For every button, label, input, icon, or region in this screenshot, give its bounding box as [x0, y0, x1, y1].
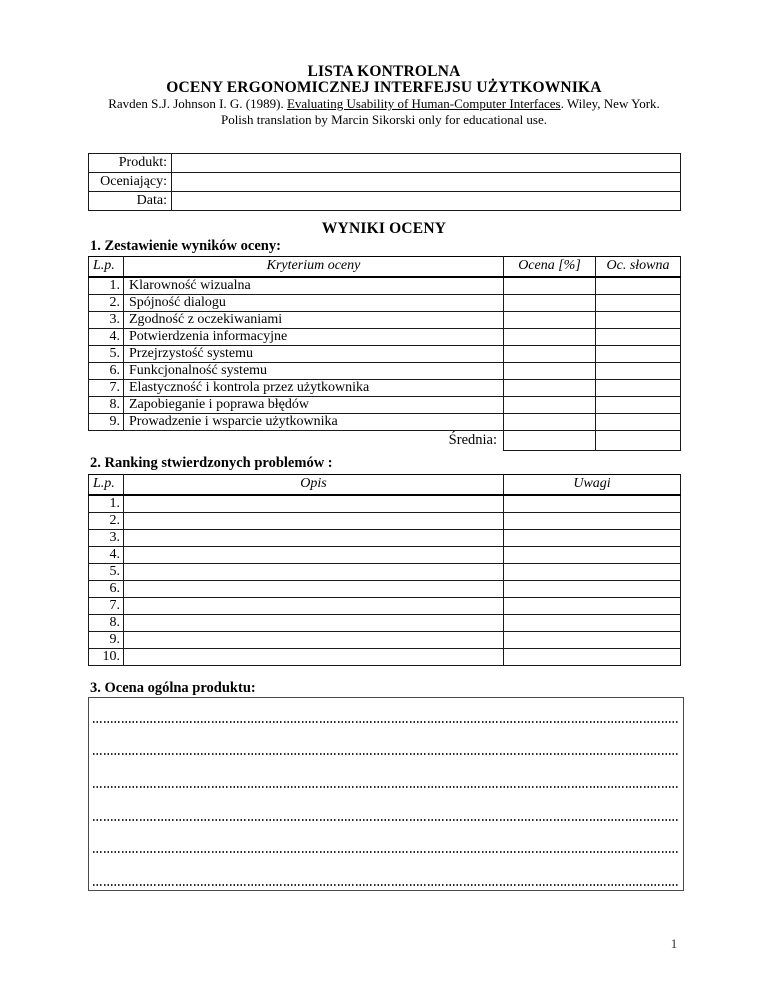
table-header-row — [89, 475, 681, 495]
verbal-field[interactable] — [596, 277, 681, 295]
notes-field[interactable] — [504, 563, 681, 580]
criterion-label: Funkcjonalność systemu — [124, 362, 504, 379]
table-row — [89, 328, 681, 345]
criterion-label: Przejrzystość systemu — [124, 345, 504, 362]
criterion-label: Elastyczność i kontrola przez użytkownika — [124, 379, 504, 396]
translation-note: Polish translation by Marcin Sikorski only for educational use. — [220, 111, 548, 127]
column-header-notes: Uwagi — [504, 475, 681, 495]
notes-field[interactable] — [504, 597, 681, 614]
score-field[interactable] — [504, 362, 596, 379]
table-row — [89, 631, 681, 648]
notes-field[interactable] — [504, 546, 681, 563]
table-row — [89, 495, 681, 513]
average-score-field[interactable] — [504, 430, 596, 450]
row-number: 6. — [89, 580, 124, 597]
row-number: 4. — [89, 328, 124, 345]
criterion-label: Prowadzenie i wsparcie użytkownika — [124, 413, 504, 430]
table-row — [89, 173, 681, 192]
row-number: 9. — [89, 631, 124, 648]
verbal-field[interactable] — [596, 345, 681, 362]
row-number: 5. — [89, 345, 124, 362]
dotted-writing-line[interactable] — [93, 821, 679, 854]
description-field[interactable] — [124, 512, 504, 529]
table-row — [89, 294, 681, 311]
verbal-field[interactable] — [596, 311, 681, 328]
row-number: 2. — [89, 294, 124, 311]
verbal-field[interactable] — [596, 379, 681, 396]
row-number: 8. — [89, 396, 124, 413]
section3-title: 3. Ocena ogólna produktu: — [90, 680, 256, 696]
date-label: Data: — [89, 192, 172, 211]
score-field[interactable] — [504, 311, 596, 328]
table-row — [89, 311, 681, 328]
row-number: 5. — [89, 563, 124, 580]
table-row — [89, 413, 681, 430]
row-number: 7. — [89, 597, 124, 614]
criteria-results-table — [88, 256, 681, 451]
row-number: 7. — [89, 379, 124, 396]
criterion-label: Zapobieganie i poprawa błędów — [124, 396, 504, 413]
column-header-description: Opis — [124, 475, 504, 495]
table-row — [89, 512, 681, 529]
column-header-lp: L.p. — [89, 257, 124, 277]
average-verbal-field[interactable] — [596, 430, 681, 450]
section2-title: 2. Ranking stwierdzonych problemów : — [90, 455, 333, 471]
column-header-criterion: Kryterium oceny — [124, 257, 504, 277]
table-row — [89, 154, 681, 173]
citation-prefix: Ravden S.J. Johnson I. G. (1989). — [108, 96, 287, 111]
criterion-label: Zgodność z oczekiwaniami — [124, 311, 504, 328]
document-header — [0, 64, 768, 127]
document-title-line1: LISTA KONTROLNA — [307, 63, 461, 80]
table-header-row — [89, 257, 681, 277]
row-number: 8. — [89, 614, 124, 631]
score-field[interactable] — [504, 328, 596, 345]
row-number: 2. — [89, 512, 124, 529]
table-row — [89, 396, 681, 413]
description-field[interactable] — [124, 495, 504, 513]
verbal-field[interactable] — [596, 396, 681, 413]
row-number: 1. — [89, 277, 124, 295]
table-row — [89, 277, 681, 295]
notes-field[interactable] — [504, 512, 681, 529]
score-field[interactable] — [504, 294, 596, 311]
criterion-label: Spójność dialogu — [124, 294, 504, 311]
dotted-writing-line[interactable] — [93, 756, 679, 789]
row-number: 4. — [89, 546, 124, 563]
average-row — [89, 430, 681, 450]
score-field[interactable] — [504, 379, 596, 396]
citation-book-title: Evaluating Usability of Human-Computer Interfaces — [286, 96, 561, 111]
overall-assessment-box — [88, 697, 684, 891]
table-row — [89, 546, 681, 563]
table-row — [89, 362, 681, 379]
evaluator-label: Oceniający: — [89, 173, 172, 192]
page-number: 1 — [670, 936, 678, 951]
notes-field[interactable] — [504, 631, 681, 648]
table-row — [89, 580, 681, 597]
verbal-field[interactable] — [596, 328, 681, 345]
notes-field[interactable] — [504, 614, 681, 631]
table-row — [89, 563, 681, 580]
description-field[interactable] — [124, 648, 504, 665]
average-label: Średnia: — [448, 431, 497, 448]
row-number: 3. — [89, 311, 124, 328]
column-header-verbal: Oc. słowna — [596, 257, 681, 277]
description-field[interactable] — [124, 614, 504, 631]
notes-field[interactable] — [504, 580, 681, 597]
verbal-field[interactable] — [596, 362, 681, 379]
dotted-writing-line[interactable] — [93, 698, 679, 723]
table-row — [89, 192, 681, 211]
product-info-table — [88, 153, 681, 211]
product-value-field[interactable] — [172, 154, 681, 173]
score-field[interactable] — [504, 277, 596, 295]
results-heading: WYNIKI OCENY — [321, 220, 447, 237]
section1-title: 1. Zestawienie wyników oceny: — [90, 238, 281, 254]
row-number: 6. — [89, 362, 124, 379]
notes-field[interactable] — [504, 495, 681, 513]
notes-field[interactable] — [504, 648, 681, 665]
row-number: 10. — [89, 648, 124, 665]
score-field[interactable] — [504, 413, 596, 430]
document-title-line2: OCENY ERGONOMICZNEJ INTERFEJSU UŻYTKOWNIKA — [166, 79, 602, 96]
description-field[interactable] — [124, 631, 504, 648]
criterion-label: Potwierdzenia informacyjne — [124, 328, 504, 345]
citation-line — [0, 97, 768, 112]
row-number: 1. — [89, 495, 124, 513]
description-field[interactable] — [124, 580, 504, 597]
table-row — [89, 648, 681, 665]
dotted-writing-line[interactable] — [93, 853, 679, 886]
date-value-field[interactable] — [172, 192, 681, 211]
verbal-field[interactable] — [596, 294, 681, 311]
verbal-field[interactable] — [596, 413, 681, 430]
citation-suffix: . Wiley, New York. — [560, 96, 660, 111]
table-row — [89, 614, 681, 631]
criterion-label: Klarowność wizualna — [124, 277, 504, 295]
row-number: 3. — [89, 529, 124, 546]
row-number: 9. — [89, 413, 124, 430]
problem-ranking-table — [88, 474, 681, 666]
table-row — [89, 379, 681, 396]
description-field[interactable] — [124, 546, 504, 563]
score-field[interactable] — [504, 396, 596, 413]
table-row — [89, 597, 681, 614]
dotted-writing-line[interactable] — [93, 723, 679, 756]
evaluator-value-field[interactable] — [172, 173, 681, 192]
notes-field[interactable] — [504, 529, 681, 546]
column-header-lp: L.p. — [89, 475, 124, 495]
table-row — [89, 529, 681, 546]
description-field[interactable] — [124, 563, 504, 580]
description-field[interactable] — [124, 597, 504, 614]
column-header-score: Ocena [%] — [504, 257, 596, 277]
table-row — [89, 345, 681, 362]
score-field[interactable] — [504, 345, 596, 362]
dotted-writing-line[interactable] — [93, 788, 679, 821]
description-field[interactable] — [124, 529, 504, 546]
product-label: Produkt: — [89, 154, 172, 173]
